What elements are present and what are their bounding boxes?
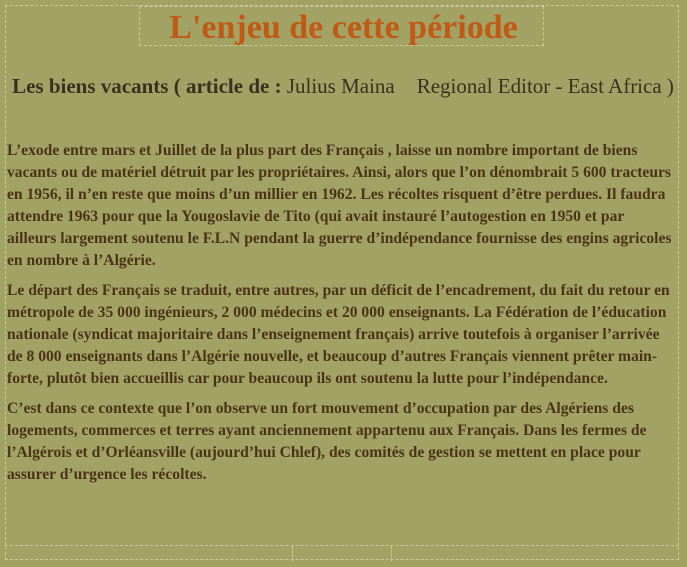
paragraph-2: Le départ des Français se traduit, entre autres, par un déficit de l’encadrement, du fait du retour en métropole de 35 000 ingénieurs, 2 000 médecins et 20 000 enseignants. La Fédération de l’éducation nationale (syndicat majoritaire dans l’enseignement français) arrive toutefois à organiser l’arrivée de 8 000 enseignants dans l’Algérie nouvelle, et beaucoup d’autres Français viennent prêter main-forte, plutôt bien accueillis car pour beaucoup ils ont soutenu la lutte pour l’indépendance.: [7, 282, 670, 387]
author-name: Julius Maina: [286, 74, 395, 98]
article-author: [287, 74, 674, 98]
author-role: Regional Editor - East Africa ): [416, 74, 674, 98]
page-title: L'enjeu de cette période: [169, 9, 518, 46]
article-heading: [7, 72, 679, 101]
article-heading-lead: Les biens vacants ( article de :: [12, 74, 282, 98]
footer-cell-divider: [292, 546, 293, 561]
article-body: [7, 140, 677, 494]
footer-row: [5, 545, 679, 560]
footer-cell-divider: [391, 546, 392, 561]
paragraph-3: C’est dans ce contexte que l’on observe un fort mouvement d’occupation par des Algériens des logements, commerces et terres ayant anciennement appartenu aux Français. Dans les fermes de l’Algérois et d’Orléansville (aujourd’hui Chlef), des comités de gestion se mettent en place pour assurer d’urgence les récoltes.: [7, 400, 647, 483]
paragraph-1: L’exode entre mars et Juillet de la plus part des Français , laisse un nombre important de biens vacants ou de matériel détruit par les propriétaires. Ainsi, alors que l’on dénombrait 5 600 tracteurs en 1956, il n’en reste que moins d’un millier en 1962. Les récoltes risquent d’être perdues. Il faudra attendre 1963 pour que la Yougoslavie de Tito (qui avait instauré l’autogestion en 1950 et par ailleurs largement soutenu le F.L.N pendant la guerre d’indépendance fournisse des engins agricoles en nombre à l’Algérie.: [7, 142, 672, 269]
